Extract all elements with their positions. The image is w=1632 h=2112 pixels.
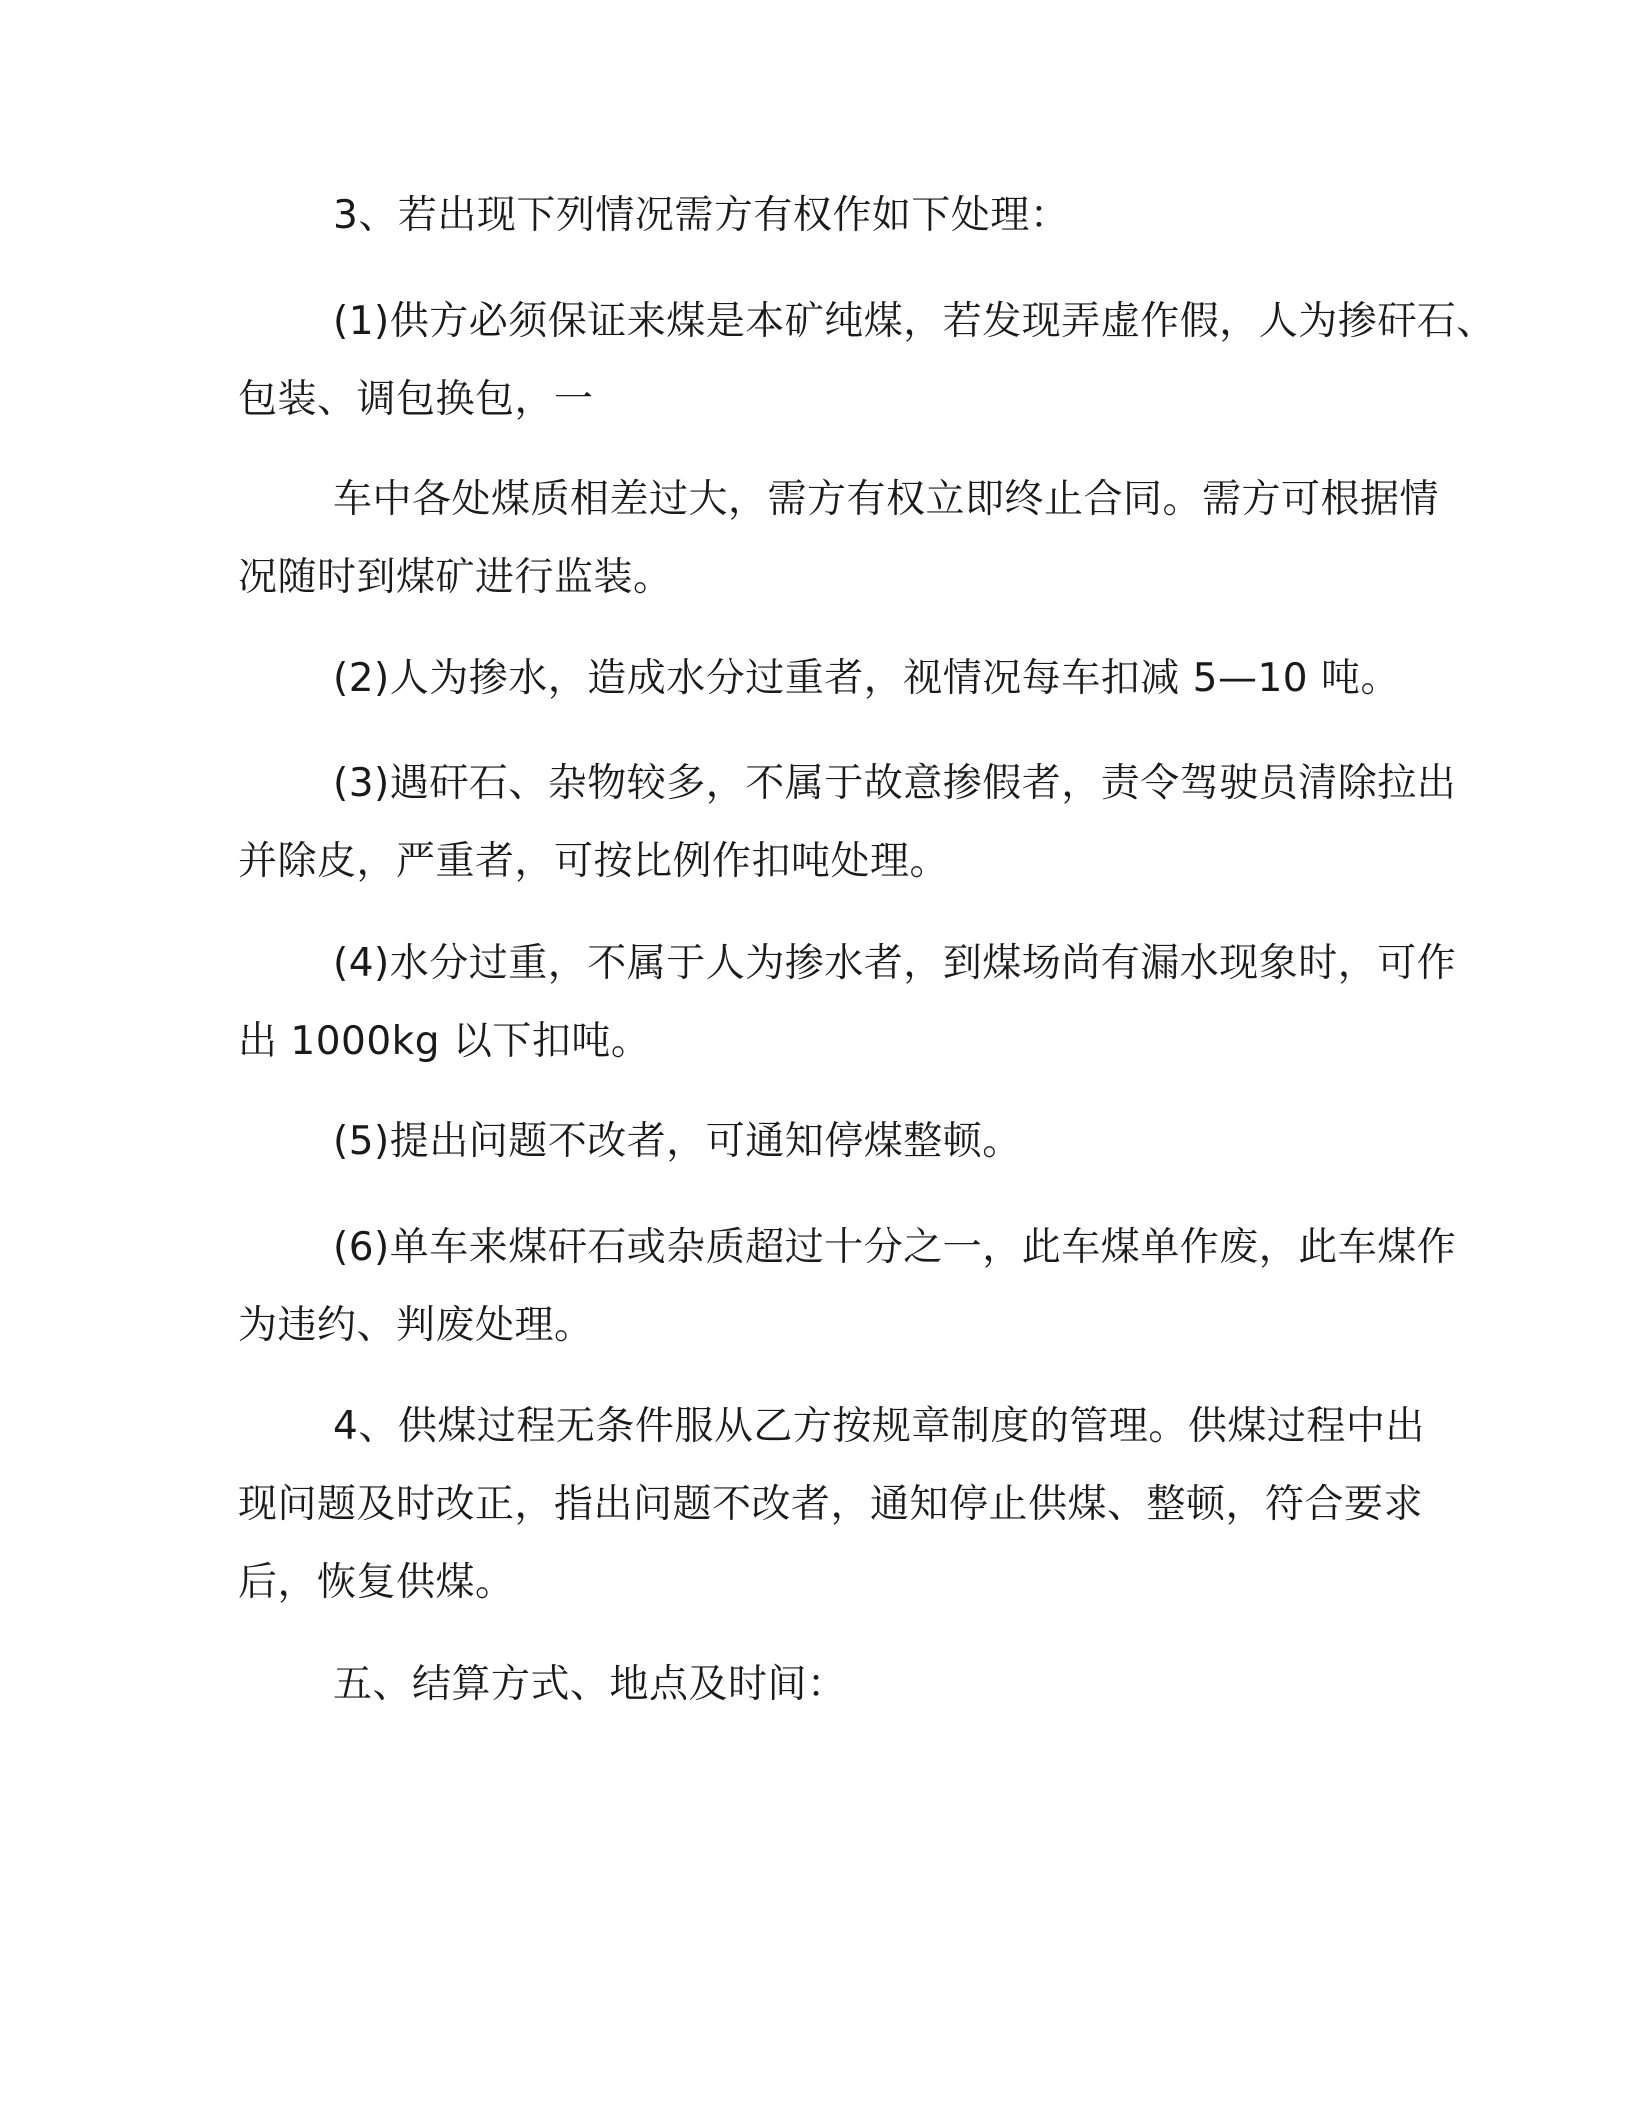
text-line: 并除皮，严重者，可按比例作扣吨处理。 [238,839,950,884]
paragraph-item-5 [238,1103,1408,1181]
paragraph-item-2 [238,640,1408,718]
paragraph-item-4 [238,925,1457,1081]
text-line: 为违约、判废处理。 [238,1303,594,1348]
text-line: 3、若出现下列情况需方有权作如下处理： [333,193,1070,238]
paragraph-item-3 [238,745,1457,901]
text-line: 出 1000kg 以下扣吨。 [238,1019,651,1064]
text-line: 包装、调包换包，一 [238,377,594,422]
section-heading-settlement [238,1646,1408,1724]
paragraph-clause-4 [238,1388,1425,1622]
text-line: (4)水分过重，不属于人为掺水者，到煤场尚有漏水现象时，可作 [333,941,1457,986]
text-line: (1)供方必须保证来煤是本矿纯煤，若发现弄虚作假，人为掺矸石、 [333,299,1496,344]
paragraph-item-6 [238,1209,1457,1365]
text-line: 况随时到煤矿进行监装。 [238,555,673,600]
text-line: 现问题及时改正，指出问题不改者，通知停止供煤、整顿，符合要求 [238,1482,1424,1527]
text-line: 车中各处煤质相差过大，需方有权立即终止合同。需方可根据情 [333,477,1440,522]
paragraph-item-1 [238,283,1496,439]
paragraph-item-1-continued [238,461,1440,617]
text-line: (6)单车来煤矸石或杂质超过十分之一，此车煤单作废，此车煤作 [333,1225,1457,1270]
text-line: (3)遇矸石、杂物较多，不属于故意掺假者，责令驾驶员清除拉出 [333,761,1457,806]
text-line: 4、供煤过程无条件服从乙方按规章制度的管理。供煤过程中出 [333,1404,1425,1449]
text-line: (2)人为掺水，造成水分过重者，视情况每车扣减 5—10 吨。 [333,656,1400,701]
text-line: 后，恢复供煤。 [238,1560,515,1605]
text-line: (5)提出问题不改者，可通知停煤整顿。 [333,1119,1022,1164]
text-line: 五、结算方式、地点及时间： [333,1662,847,1707]
paragraph-clause-3 [238,177,1408,255]
